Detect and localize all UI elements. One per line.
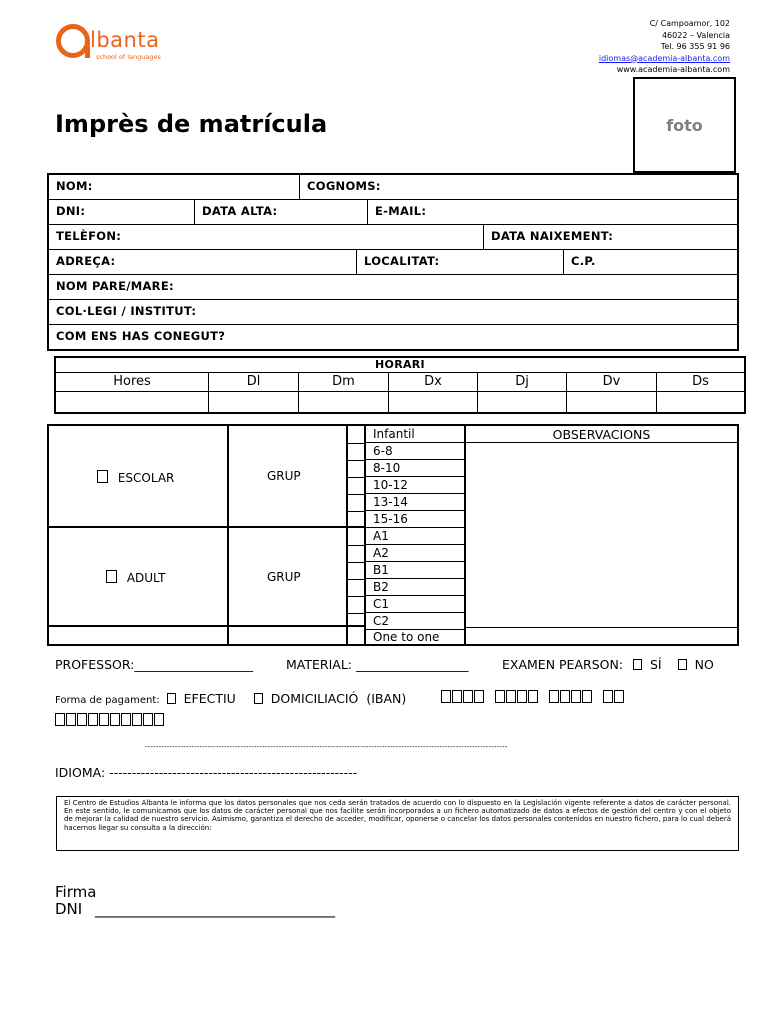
divider	[346, 562, 366, 563]
level-c1[interactable]: C1	[366, 596, 464, 613]
logo-a-circle	[56, 24, 90, 58]
divider	[49, 526, 366, 528]
signature-block	[55, 884, 335, 918]
examen-no-label: NO	[694, 657, 714, 672]
observacions-header: OBSERVACIONS	[552, 427, 651, 442]
examen-label: EXAMEN PEARSON:	[502, 657, 624, 672]
personal-row	[49, 175, 737, 200]
divider	[346, 511, 366, 512]
address-street: C/ Campoamor, 102	[649, 19, 730, 28]
divider	[466, 627, 737, 628]
level-b2[interactable]: B2	[366, 579, 464, 596]
schedule-title: HORARI	[56, 358, 744, 373]
field-data-naixement[interactable]: DATA NAIXEMENT:	[491, 229, 614, 243]
escolar-label: ESCOLAR	[117, 471, 175, 485]
address-city: 46022 – Valencia	[661, 30, 730, 40]
divider	[466, 442, 737, 443]
material-field[interactable]: MATERIAL: __________________	[286, 657, 469, 672]
personal-row	[49, 225, 737, 250]
level-10-12[interactable]: 10-12	[366, 477, 464, 494]
dni-signature-line[interactable]: ________________________________	[94, 900, 335, 918]
personal-row	[49, 200, 737, 225]
examen-si-label: SÍ	[650, 657, 662, 672]
grup-label-adult: GRUP	[267, 570, 301, 584]
address-web: www.academia-albanta.com	[616, 65, 730, 74]
schedule-cell-dl[interactable]	[209, 392, 299, 412]
schedule-col-dv: Dv	[567, 373, 657, 391]
escolar-checkbox[interactable]	[97, 470, 108, 483]
divider	[49, 625, 366, 627]
albanta-logo	[56, 24, 186, 70]
logo-tagline: school of languages	[96, 53, 161, 61]
level-a2[interactable]: A2	[366, 545, 464, 562]
level-infantil[interactable]: Infantil	[366, 426, 464, 443]
payment-label: Forma de pagament:	[55, 695, 160, 706]
groups-table	[47, 424, 739, 646]
photo-label: foto	[666, 115, 703, 135]
level-8-10[interactable]: 8-10	[366, 460, 464, 477]
examen-pearson	[502, 657, 714, 672]
field-localitat[interactable]: LOCALITAT:	[357, 250, 564, 274]
examen-no-checkbox[interactable]	[678, 659, 687, 670]
iban-boxes-line2[interactable]	[55, 713, 165, 726]
field-nom[interactable]: NOM:	[49, 175, 300, 199]
divider	[464, 426, 466, 644]
grup-label-escolar: GRUP	[267, 469, 301, 483]
schedule-cell-dv[interactable]	[567, 392, 657, 412]
payment-method	[55, 691, 406, 706]
divider	[346, 494, 366, 495]
level-6-8[interactable]: 6-8	[366, 443, 464, 460]
personal-data-table	[47, 173, 739, 351]
schedule-cell-dm[interactable]	[299, 392, 389, 412]
schedule-col-dl: Dl	[209, 373, 299, 391]
legal-notice: El Centro de Estudios Albanta le informa que los datos personales que nos ceda serán tratados de acuerdo con lo dispuesto en la Legislación vigente referente a datos de carácter personal. En este sentido, le comunicamos que los datos de carácter personal que nos facilite serán incorporados a un fichero automatizado de datos a efectos de gestión del centro y con el objeto de mejorar la calidad de nuestro servicio. Asimismo, garantiza el derecho de acceder, modificar, oponerse o cancelar los datos personales contenidos en nuestro fichero, para lo cual deberá hacernos llegar su consulta a la dirección:	[56, 796, 739, 851]
level-13-14[interactable]: 13-14	[366, 494, 464, 511]
field-dni[interactable]: DNI:	[49, 200, 195, 224]
adult-checkbox[interactable]	[106, 570, 117, 583]
schedule-col-dx: Dx	[389, 373, 478, 391]
address-phone: Tel. 96 355 91 96	[660, 42, 730, 51]
level-one-to-one[interactable]: One to one	[373, 630, 440, 644]
domiciliacio-checkbox[interactable]	[254, 693, 263, 704]
divider	[346, 477, 366, 478]
divider	[346, 426, 348, 644]
schedule-col-dj: Dj	[478, 373, 567, 391]
efectiu-label: EFECTIU	[183, 691, 236, 706]
examen-si-checkbox[interactable]	[633, 659, 642, 670]
divider	[346, 579, 366, 580]
divider	[346, 460, 366, 461]
schedule-cell-hores[interactable]	[56, 392, 209, 412]
divider	[346, 613, 366, 614]
idioma-field[interactable]: IDIOMA: -------------------------------------------------------	[55, 765, 358, 780]
schedule-cell-dx[interactable]	[389, 392, 478, 412]
photo-box	[633, 77, 736, 173]
dash-line: -------------------------------------------------------------------------------------------------------------------------------------	[145, 743, 508, 751]
firma-label: Firma	[55, 883, 97, 901]
dni-label: DNI	[55, 900, 83, 918]
schedule-col-ds: Ds	[692, 374, 709, 389]
schedule-table	[54, 356, 746, 414]
field-telefon[interactable]: TELÈFON:	[49, 225, 484, 249]
level-c2[interactable]: C2	[366, 613, 464, 630]
address-email-link[interactable]: idiomas@academia-albanta.com	[598, 53, 730, 63]
schedule-col-hores: Hores	[56, 373, 209, 391]
efectiu-checkbox[interactable]	[167, 693, 176, 704]
adult-label: ADULT	[126, 571, 166, 585]
field-com-ens[interactable]: COM ENS HAS CONEGUT?	[56, 329, 226, 343]
personal-row	[49, 250, 737, 275]
level-15-16[interactable]: 15-16	[366, 511, 464, 528]
field-cp[interactable]: C.P.	[571, 254, 596, 268]
personal-row	[49, 275, 737, 300]
professor-field[interactable]: PROFESSOR:___________________	[55, 657, 254, 672]
personal-row	[49, 300, 737, 325]
field-nom-pare[interactable]: NOM PARE/MARE:	[56, 279, 174, 293]
field-email[interactable]: E-MAIL:	[375, 204, 427, 218]
iban-label: (IBAN)	[366, 691, 407, 706]
page-title: Imprès de matrícula	[55, 110, 328, 138]
divider	[346, 545, 366, 546]
school-address	[599, 18, 730, 76]
divider	[227, 426, 229, 644]
level-a1[interactable]: A1	[366, 528, 464, 545]
field-adreca[interactable]: ADREÇA:	[49, 250, 357, 274]
field-collegi[interactable]: COL·LEGI / INSTITUT:	[56, 304, 197, 318]
field-cognoms[interactable]: COGNOMS:	[307, 179, 381, 193]
schedule-header-row	[56, 373, 744, 392]
adult-option[interactable]	[106, 570, 165, 585]
domiciliacio-label: DOMICILIACIÓ	[270, 691, 359, 706]
divider	[346, 596, 366, 597]
personal-row	[49, 325, 737, 349]
schedule-col-dm: Dm	[299, 373, 389, 391]
schedule-cell-dj[interactable]	[478, 392, 567, 412]
schedule-cell-ds[interactable]	[657, 392, 744, 412]
field-data-alta[interactable]: DATA ALTA:	[195, 200, 368, 224]
logo-word: lbanta	[90, 28, 160, 52]
level-b1[interactable]: B1	[366, 562, 464, 579]
schedule-input-row	[56, 392, 744, 412]
iban-boxes-line1[interactable]	[441, 690, 625, 703]
escolar-option[interactable]	[97, 470, 174, 485]
divider	[346, 443, 366, 444]
